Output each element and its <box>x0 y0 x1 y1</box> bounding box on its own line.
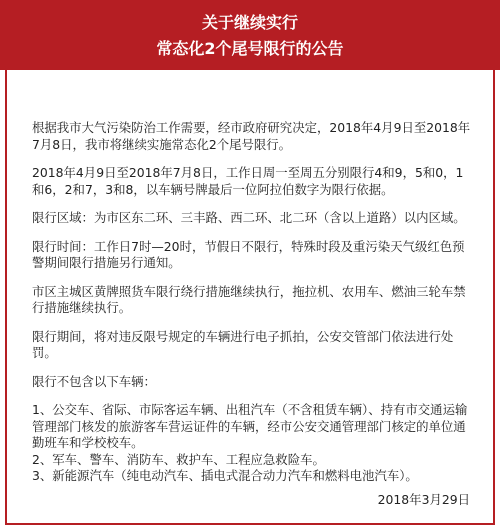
paragraph-exemptions-intro: 限行不包含以下车辆： <box>32 373 156 389</box>
header-title-line1: 关于继续实行 <box>201 13 298 32</box>
paragraph-area: 限行区域：为市区东二环、三丰路、西二环、北二环（含以上道路）以内区域。 <box>32 210 466 225</box>
header-title-line2: 常态化2个尾号限行的公告 <box>156 39 344 58</box>
paragraph-trucks: 市区主城区黄牌照货车限行绕行措施继续执行，拖拉机、农用车、燃油三轮车禁行措施继续执行。 <box>32 283 466 315</box>
exemption-item-3: 3、新能源汽车（纯电动汽车、插电式混合动力汽车和燃料电池汽车）。 <box>32 468 418 483</box>
announcement-body <box>32 120 472 485</box>
announcement-header <box>0 0 500 70</box>
announcement-date: 2018年3月29日 <box>377 492 470 507</box>
paragraph-enforcement: 限行期间，将对违反限号规定的车辆进行电子抓拍，公安交管部门依法进行处罚。 <box>32 328 454 360</box>
paragraph-decision: 根据我市大气污染防治工作需要，经市政府研究决定，2018年4月9日至2018年7月8日，我市将继续实施常态化2个尾号限行。 <box>32 120 471 152</box>
paragraph-schedule: 2018年4月9日至2018年7月8日，工作日周一至周五分别限行4和9，5和0，1和6，2和7，3和8，以车辆号牌最后一位阿拉伯数字为限行依据。 <box>32 165 464 197</box>
exemption-item-2: 2、军车、警车、消防车、救护车、工程应急救险车。 <box>32 451 325 467</box>
paragraph-time: 限行时间：工作日7时—20时，节假日不限行，特殊时段及重污染天气级红色预警期间限行措施另行通知。 <box>32 238 465 270</box>
exemption-item-1: 1、公交车、省际、市际客运车辆、出租汽车（不含租赁车辆）、持有市交通运输管理部门核发的旅游客车营运证件的车辆，经市公安交通管理部门核定的单位通勤班车和学校校车。 <box>32 402 468 450</box>
